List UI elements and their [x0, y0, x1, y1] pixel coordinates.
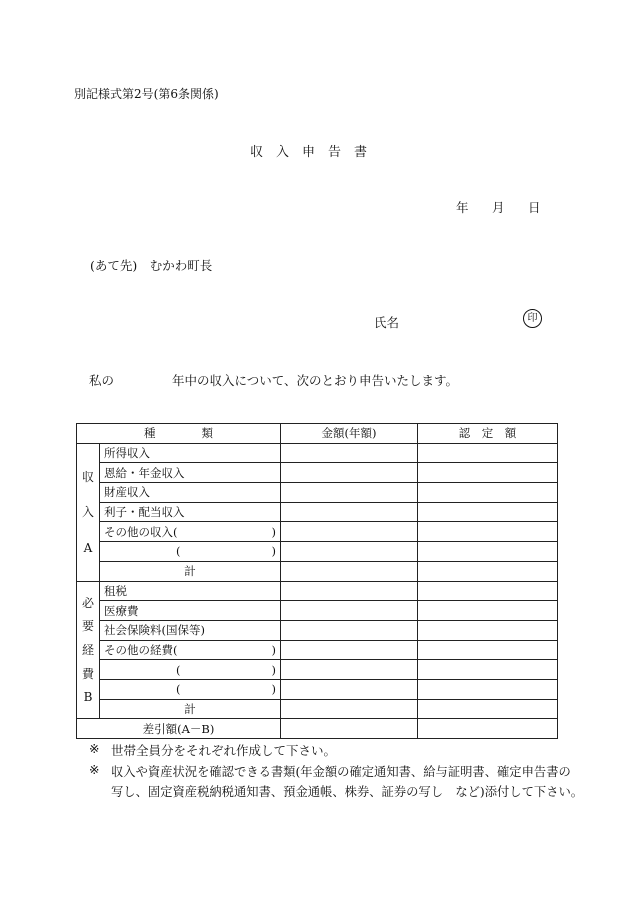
- group-char: 収: [81, 469, 94, 484]
- header-type: 種 類: [77, 424, 281, 444]
- table-row: [77, 601, 558, 621]
- note-mark: ※: [89, 762, 100, 777]
- table-row: [77, 522, 558, 542]
- group-char: 必: [81, 595, 94, 610]
- row-label[interactable]: ( ): [100, 679, 281, 699]
- amount-cell[interactable]: [281, 699, 418, 719]
- date-year-label: 年: [456, 200, 469, 215]
- approved-cell[interactable]: [418, 581, 558, 601]
- note-1: 世帯全員分をそれぞれ作成して下さい。: [111, 743, 337, 758]
- header-approved: 認 定 額: [418, 424, 558, 444]
- row-label: 所得収入: [100, 443, 281, 463]
- table-row: [77, 542, 558, 562]
- row-label: 財産収入: [100, 483, 281, 503]
- note-2-line-1: 収入や資産状況を確認できる書類(年金額の確定通知書、給与証明書、確定申告書の: [111, 765, 571, 779]
- group-char: 入: [81, 505, 94, 520]
- row-label: 利子・配当収入: [100, 502, 281, 522]
- row-label[interactable]: ( ): [100, 542, 281, 562]
- amount-cell[interactable]: [281, 561, 418, 581]
- date-month-label: 月: [492, 200, 505, 215]
- approved-cell[interactable]: [418, 699, 558, 719]
- group-char: 経: [81, 642, 94, 657]
- approved-cell[interactable]: [418, 483, 558, 503]
- date-day-label: 日: [528, 200, 541, 215]
- group-char: A: [83, 540, 93, 555]
- amount-cell[interactable]: [281, 679, 418, 699]
- seal-mark: 印: [523, 309, 542, 328]
- amount-cell[interactable]: [281, 542, 418, 562]
- income-subtotal-label: 計: [100, 561, 281, 581]
- amount-cell[interactable]: [281, 581, 418, 601]
- row-label: 社会保険料(国保等): [100, 620, 281, 640]
- amount-cell[interactable]: [281, 601, 418, 621]
- table-header-row: [77, 424, 558, 444]
- amount-cell[interactable]: [281, 660, 418, 680]
- group-char: 要: [81, 619, 94, 634]
- note-mark: ※: [89, 741, 100, 756]
- amount-cell[interactable]: [281, 502, 418, 522]
- balance-label: 差引額(A－B): [77, 719, 281, 739]
- income-declaration-table: [76, 423, 558, 739]
- table-row: [77, 699, 558, 719]
- row-label[interactable]: その他の経費( ): [100, 640, 281, 660]
- row-label[interactable]: ( ): [100, 660, 281, 680]
- table-row: [77, 483, 558, 503]
- expense-subtotal-label: 計: [100, 699, 281, 719]
- approved-cell[interactable]: [418, 561, 558, 581]
- approved-cell[interactable]: [418, 463, 558, 483]
- amount-cell[interactable]: [281, 522, 418, 542]
- table-row: [77, 581, 558, 601]
- approved-cell[interactable]: [418, 660, 558, 680]
- approved-cell[interactable]: [418, 719, 558, 739]
- page-title: 収入申告書: [249, 145, 380, 160]
- approved-cell[interactable]: [418, 601, 558, 621]
- row-label[interactable]: その他の収入( ): [100, 522, 281, 542]
- note-2-line-2: 写し、固定資産税納税通知書、預金通帳、株券、証券の写し など)添付して下さい。: [111, 785, 584, 799]
- table-row: [77, 443, 558, 463]
- approved-cell[interactable]: [418, 620, 558, 640]
- group-char: 費: [81, 666, 94, 681]
- group-char: B: [83, 690, 93, 705]
- amount-cell[interactable]: [281, 443, 418, 463]
- table-row: [77, 561, 558, 581]
- approved-cell[interactable]: [418, 542, 558, 562]
- table-row: [77, 640, 558, 660]
- approved-cell[interactable]: [418, 679, 558, 699]
- approved-cell[interactable]: [418, 640, 558, 660]
- approved-cell[interactable]: [418, 502, 558, 522]
- amount-cell[interactable]: [281, 719, 418, 739]
- amount-cell[interactable]: [281, 483, 418, 503]
- approved-cell[interactable]: [418, 443, 558, 463]
- amount-cell[interactable]: [281, 620, 418, 640]
- income-group-label: [77, 443, 100, 581]
- row-label: 恩給・年金収入: [100, 463, 281, 483]
- row-label: 医療費: [100, 601, 281, 621]
- expense-group-label: [77, 581, 100, 719]
- table-row: [77, 620, 558, 640]
- form-code: 別記様式第2号(第6条関係): [74, 87, 219, 101]
- intro-prefix: 私の: [89, 373, 115, 388]
- table-row: [77, 463, 558, 483]
- amount-cell[interactable]: [281, 640, 418, 660]
- row-label: 租税: [100, 581, 281, 601]
- intro-suffix: 年中の収入について、次のとおり申告いたします。: [172, 373, 459, 388]
- addressee: (あて先) むかわ町長: [90, 258, 213, 273]
- table-row: [77, 660, 558, 680]
- header-amount: 金額(年額): [281, 424, 418, 444]
- approved-cell[interactable]: [418, 522, 558, 542]
- name-label: 氏名: [374, 315, 400, 330]
- amount-cell[interactable]: [281, 463, 418, 483]
- table-row: [77, 502, 558, 522]
- table-row: [77, 719, 558, 739]
- table-row: [77, 679, 558, 699]
